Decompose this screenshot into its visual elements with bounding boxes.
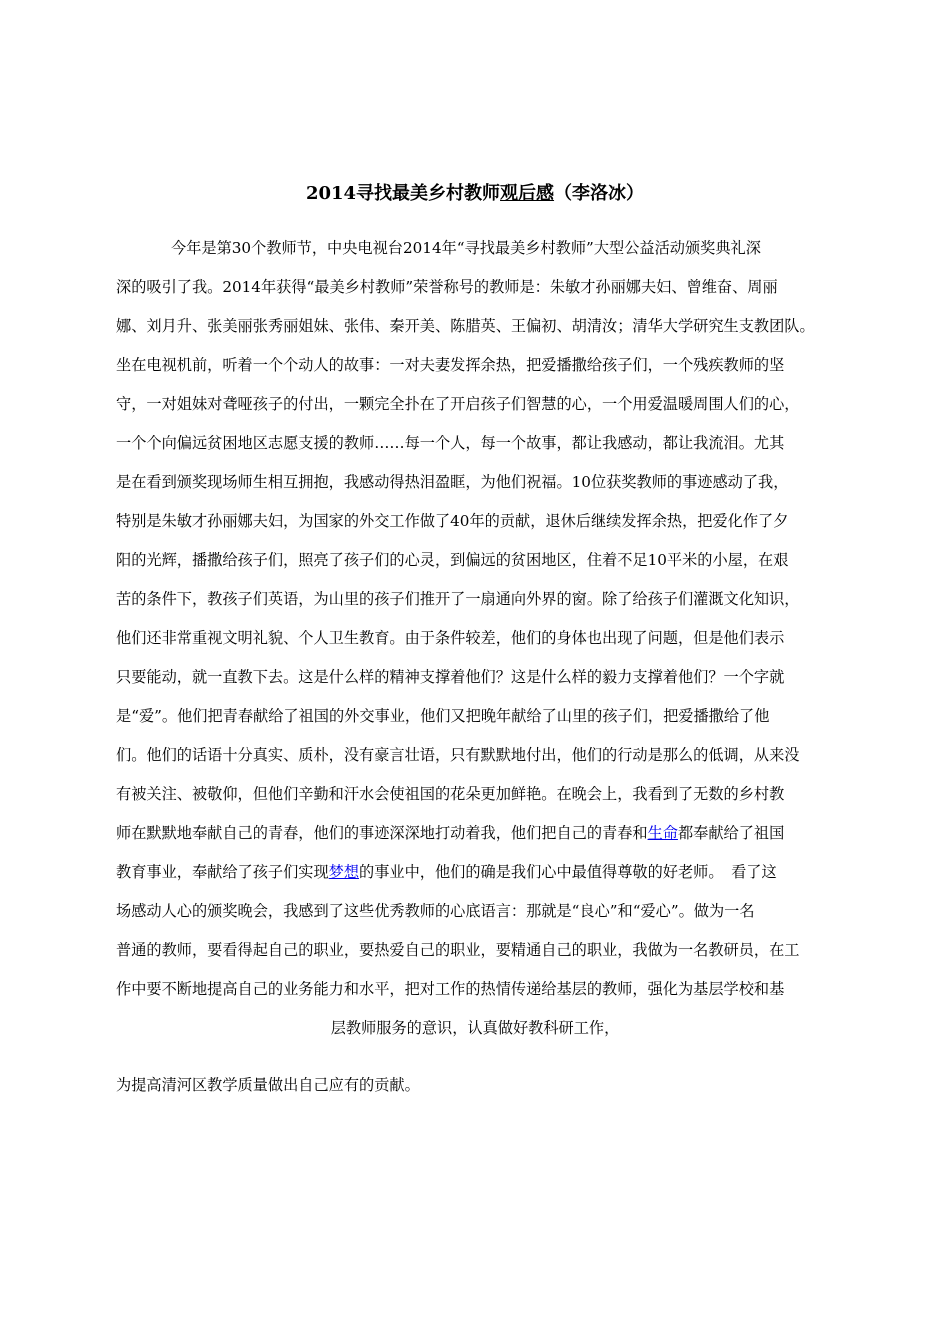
paragraph-line: 们。他们的话语十分真实、质朴，没有豪言壮语，只有默默地付出，他们的行动是那么的低调，从来没 bbox=[116, 746, 800, 764]
paragraph-line: 深的吸引了我。2014年获得“最美乡村教师”荣誉称号的教师是：朱敏才孙丽娜夫妇、曾维奋、周丽 bbox=[116, 278, 778, 296]
paragraph-line: 特别是朱敏才孙丽娜夫妇，为国家的外交工作做了40年的贡献，退休后继续发挥余热，把爱化作了夕 bbox=[116, 512, 789, 530]
line-text: 都奉献给了祖国 bbox=[677, 824, 785, 842]
paragraph-line-centered: 层教师服务的意识，认真做好教科研工作， bbox=[330, 1019, 620, 1037]
paragraph-line: 今年是第30个教师节，中央电视台2014年“寻找最美乡村教师”大型公益活动颁奖典礼深 bbox=[171, 239, 761, 257]
line-text: 的事业中，他们的确是我们心中最值得尊敬的好老师。 看了这 bbox=[359, 863, 777, 881]
paragraph-line: 他们还非常重视文明礼貌、个人卫生教育。由于条件较差，他们的身体也出现了问题，但是他们表示 bbox=[116, 629, 785, 647]
paragraph-line: 作中要不断地提高自己的业务能力和水平，把对工作的热情传递给基层的教师，强化为基层学校和基 bbox=[116, 980, 785, 998]
title-underlined-text: 观后感 bbox=[500, 183, 555, 204]
link-dream[interactable]: 梦想 bbox=[328, 863, 359, 881]
paragraph-line: 普通的教师，要看得起自己的职业，要热爱自己的职业，要精通自己的职业，我做为一名教研员，在工 bbox=[116, 941, 800, 959]
document-title bbox=[0, 182, 950, 206]
paragraph-line: 守，一对姐妹对聋哑孩子的付出，一颗完全扑在了开启孩子们智慧的心，一个用爱温暖周围人们的心， bbox=[116, 395, 800, 413]
title-text: 2014寻找最美乡村教师 bbox=[305, 183, 501, 204]
line-text: 教育事业，奉献给了孩子们实现 bbox=[116, 863, 329, 881]
paragraph-line: 娜、刘月升、张美丽张秀丽姐妹、张伟、秦开美、陈腊英、王偏初、胡清汝；清华大学研究生支教团队。 bbox=[116, 317, 815, 335]
paragraph-line: 只要能动，就一直教下去。这是什么样的精神支撑着他们？这是什么样的毅力支撑着他们？一个字就 bbox=[116, 668, 785, 686]
title-author: （李洛冰） bbox=[554, 183, 645, 204]
paragraph-line: 是在看到颁奖现场师生相互拥抱，我感动得热泪盈眶，为他们祝福。10位获奖教师的事迹感动了我， bbox=[116, 473, 789, 491]
paragraph-line bbox=[116, 823, 784, 843]
line-text: 师在默默地奉献自己的青春，他们的事迹深深地打动着我，他们把自己的青春和 bbox=[116, 824, 648, 842]
paragraph-line: 一个个向偏远贫困地区志愿支援的教师……每一个人，每一个故事，都让我感动，都让我流泪。尤其 bbox=[116, 434, 785, 452]
paragraph-line: 场感动人心的颁奖晚会，我感到了这些优秀教师的心底语言：那就是“良心”和“爱心”。做为一名 bbox=[116, 902, 755, 920]
link-life[interactable]: 生命 bbox=[647, 824, 678, 842]
paragraph-line: 有被关注、被敬仰，但他们辛勤和汗水会使祖国的花朵更加鲜艳。在晚会上，我看到了无数的乡村教 bbox=[116, 785, 785, 803]
closing-line: 为提高清河区教学质量做出自己应有的贡献。 bbox=[116, 1076, 420, 1094]
paragraph-line: 是“爱”。他们把青春献给了祖国的外交事业，他们又把晚年献给了山里的孩子们，把爱播撒给了他 bbox=[116, 707, 770, 725]
paragraph-line: 坐在电视机前，听着一个个动人的故事：一对夫妻发挥余热，把爱播撒给孩子们，一个残疾教师的坚 bbox=[116, 356, 785, 374]
paragraph-line: 苦的条件下，教孩子们英语，为山里的孩子们推开了一扇通向外界的窗。除了给孩子们灌溉文化知识， bbox=[116, 590, 800, 608]
paragraph-line: 阳的光辉，播撒给孩子们，照亮了孩子们的心灵，到偏远的贫困地区，住着不足10平米的小屋，在艰 bbox=[116, 551, 789, 569]
paragraph-line bbox=[116, 862, 777, 882]
